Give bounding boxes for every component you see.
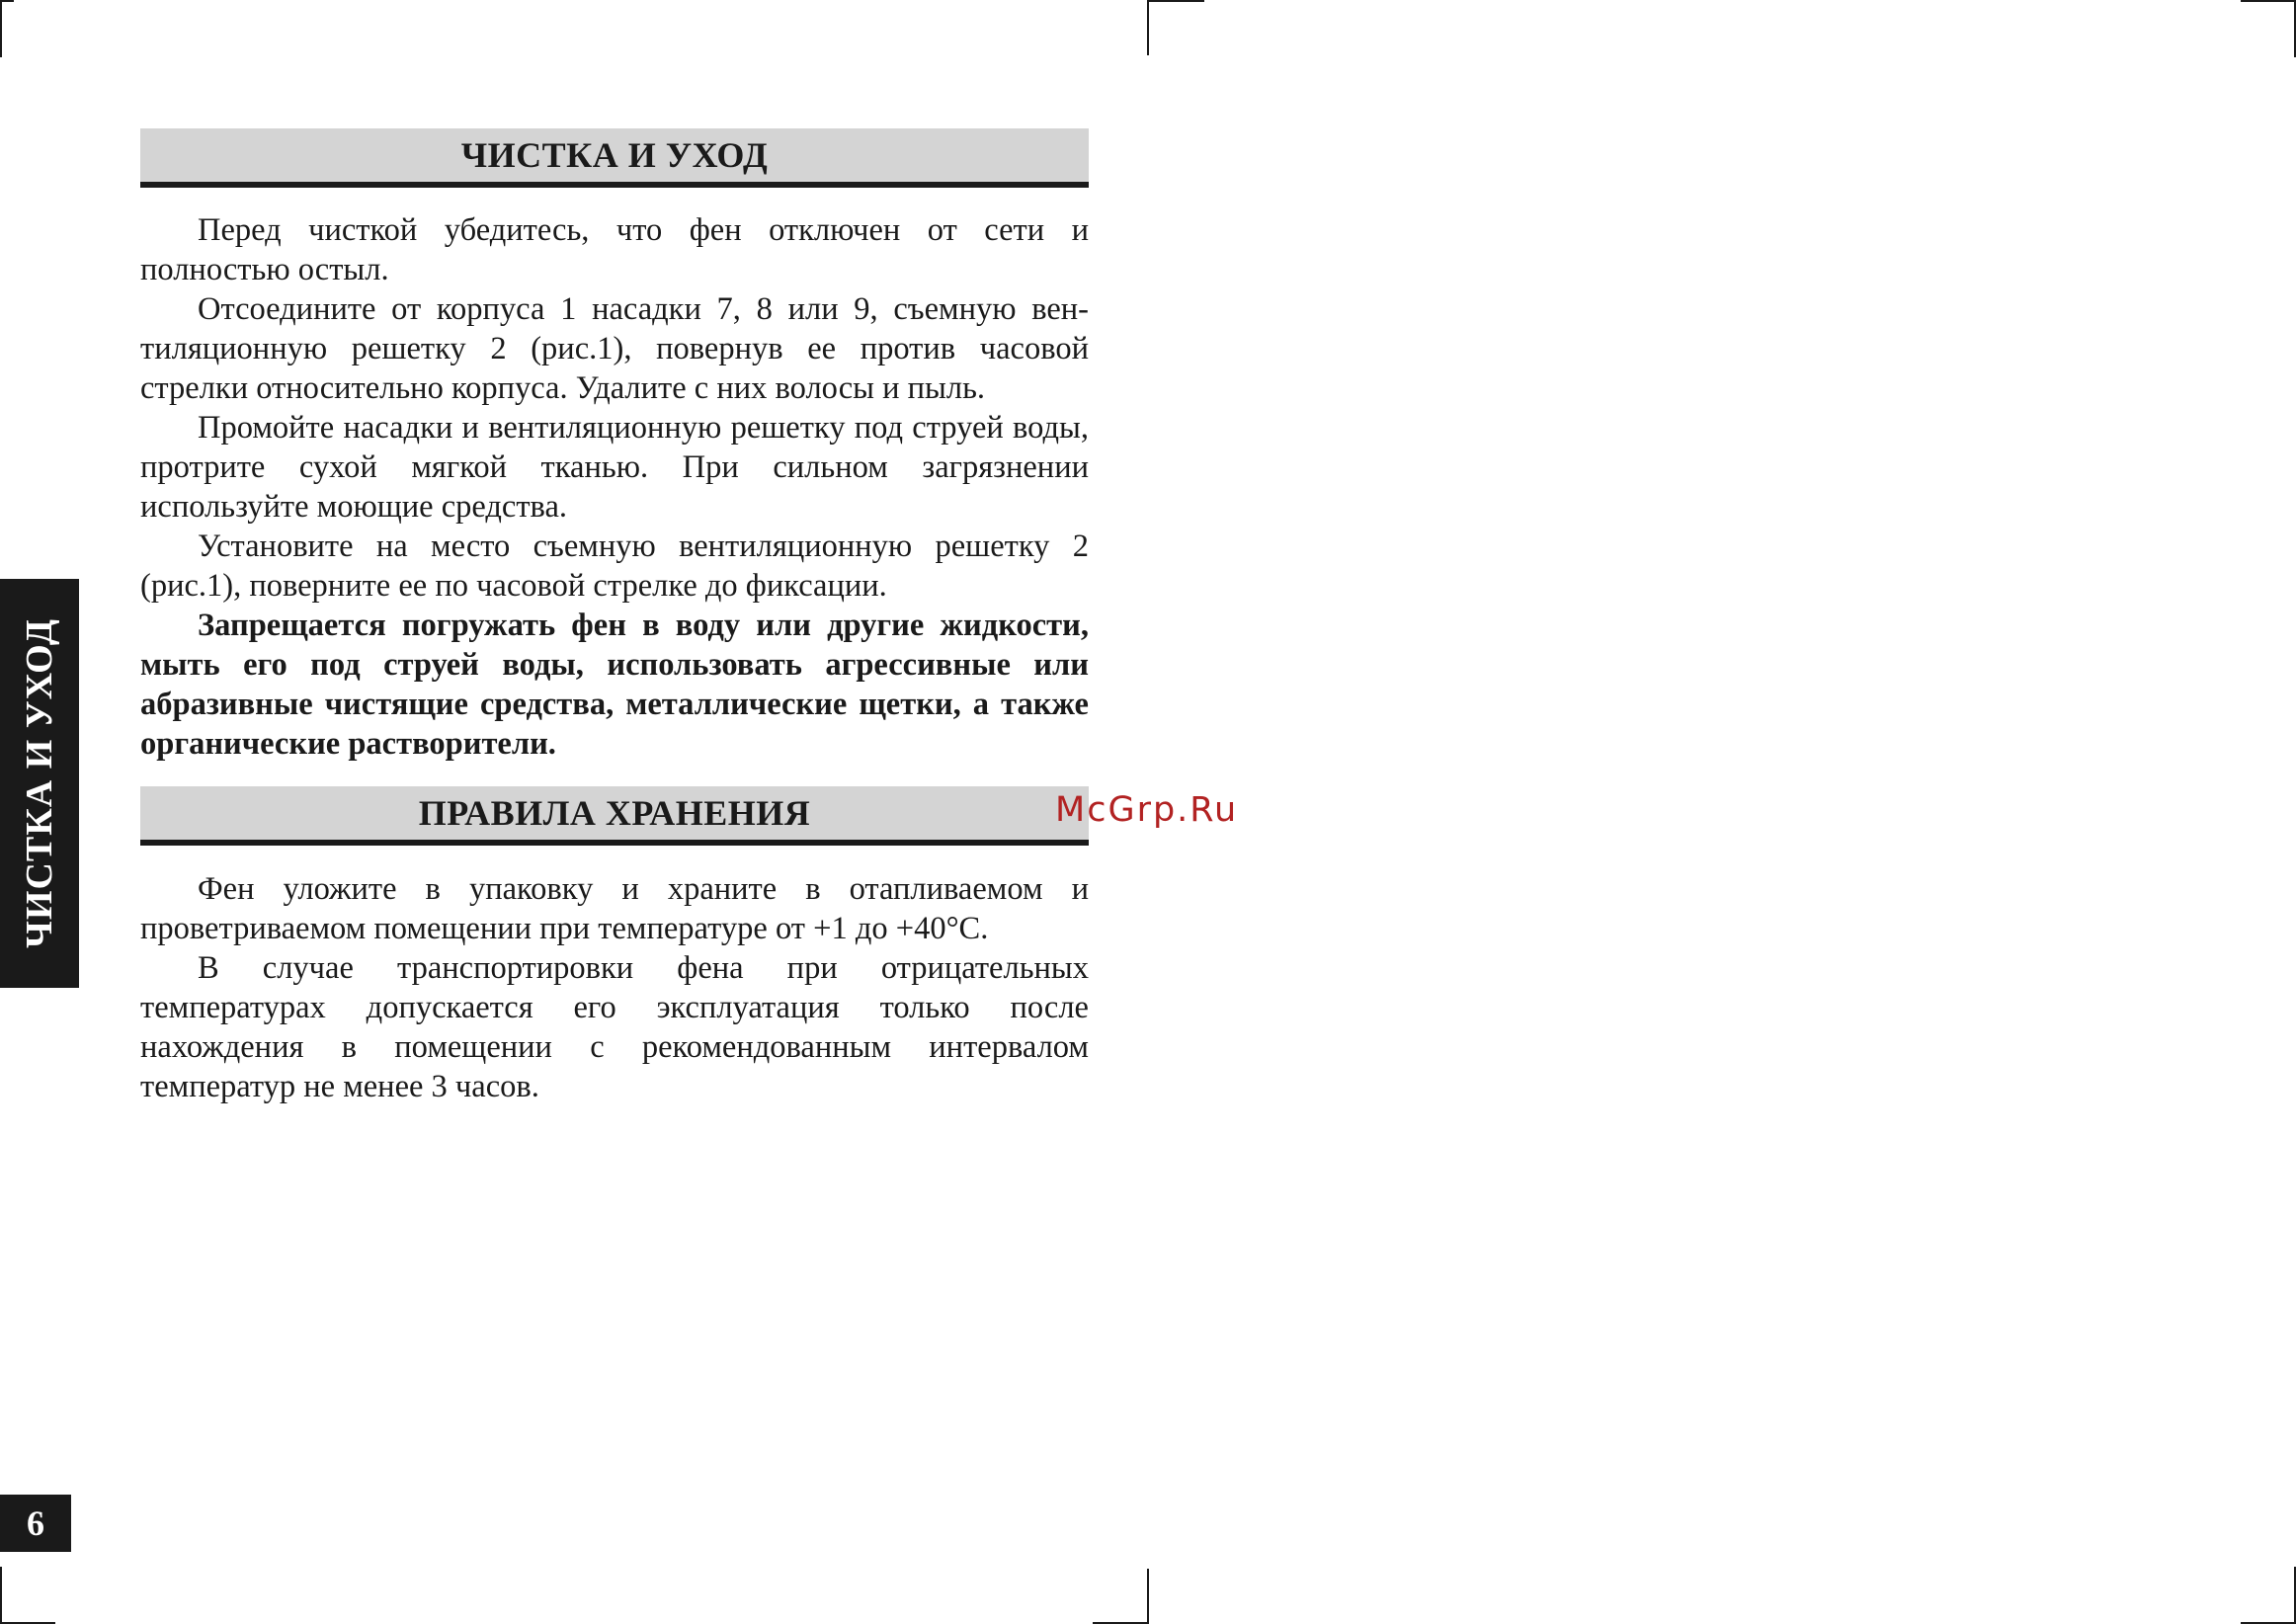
crop-mark-bottom-center-v	[1147, 1569, 1149, 1624]
crop-mark-top-center-v	[1147, 0, 1149, 55]
watermark: McGrp.Ru	[1055, 790, 1239, 830]
crop-mark-top-center-h	[1149, 0, 1204, 2]
storage-section-title-text: ПРАВИЛА ХРАНЕНИЯ	[418, 793, 811, 833]
storage-section-title	[140, 786, 1089, 846]
cleaning-section-title-text: ЧИСТКА И УХОД	[460, 135, 769, 175]
cleaning-paragraph-2: Отсоедините от корпуса 1 насадки 7, 8 или 9, съемную вентиляционную решетку 2 (рис.1), повернув ее против часовой стрелки относительно корпуса. Удалите с них волосы и пыль.	[140, 291, 1089, 406]
cleaning-warning: Запрещается погружать фен в воду или другие жидкости, мыть его под струей воды, использовать агрессивные или абразивные чистящие средства, металлические щетки, а также органические растворители.	[140, 608, 1089, 762]
side-tab-label: ЧИСТКА И УХОД	[19, 618, 60, 948]
crop-mark-top-left-h	[0, 0, 14, 2]
cleaning-paragraph-1: Перед чисткой убедитесь, что фен отключен от сети и полностью остыл.	[140, 212, 1089, 287]
page-number: 6	[0, 1495, 71, 1552]
storage-paragraph-2: В случае транспортировки фена при отрицательных температурах допускается его эксплуатация только после нахождения в помещении с рекомендованным интервалом температур не менее 3 часов.	[140, 950, 1089, 1104]
crop-mark-top-left-v	[0, 0, 2, 57]
cleaning-section-body	[140, 210, 1089, 764]
crop-mark-top-right-h	[2241, 0, 2296, 2]
crop-mark-bottom-left-v	[0, 1567, 2, 1624]
cleaning-paragraph-3: Промойте насадки и вентиляционную решетку под струей воды, протрите сухой мягкой тканью. При сильном загрязнении используйте моющие средства.	[140, 410, 1089, 525]
storage-paragraph-1: Фен уложите в упаковку и храните в отапливаемом и проветриваемом помещении при температуре от +1 до +40°С.	[140, 871, 1089, 946]
side-tab	[0, 579, 79, 988]
cleaning-section-title	[140, 128, 1089, 188]
cleaning-paragraph-4: Установите на место съемную вентиляционную решетку 2 (рис.1), поверните ее по часовой стрелке до фиксации.	[140, 528, 1089, 604]
storage-section-body	[140, 869, 1089, 1106]
